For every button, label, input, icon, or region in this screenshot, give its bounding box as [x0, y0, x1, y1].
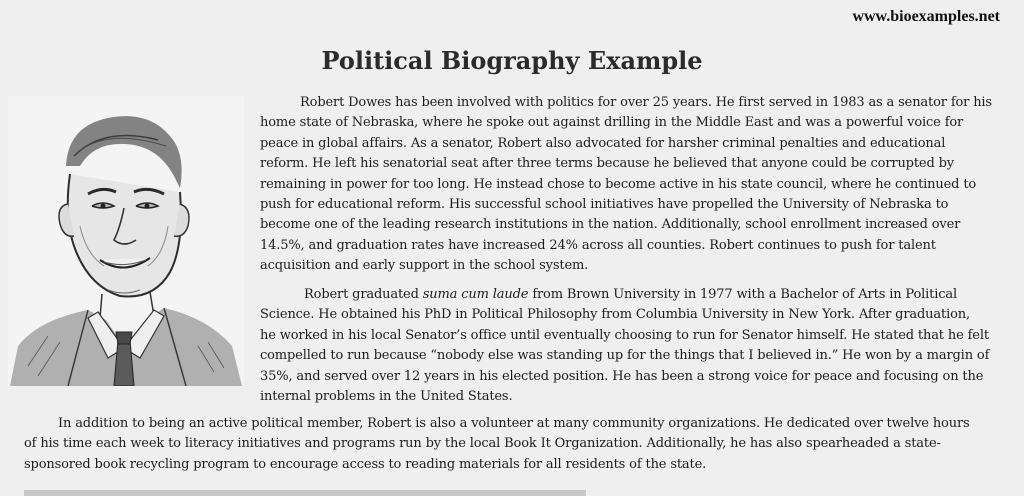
paragraph-line: reform. He left his senatorial seat after three terms because he believed that anyone could be corrupted by	[260, 156, 954, 172]
paragraph-career	[260, 93, 992, 277]
page-title: Political Biography Example	[321, 46, 703, 75]
paragraph-line: 14.5%, and graduation rates have increased 24% across all counties. Robert continues to push for talent	[260, 237, 936, 253]
paragraph-line: become one of the leading research institutions in the nation. Additionally, school enrollment increased over	[260, 217, 961, 233]
horizontal-scrollbar[interactable]	[24, 490, 586, 496]
paragraph-line: 35%, and served over 12 years in his elected position. He has been a strong voice for peace and focusing on the	[260, 368, 984, 384]
paragraph-line: acquisition and early support in the school system.	[260, 258, 589, 274]
portrait-sketch	[8, 96, 244, 386]
paragraph-line: Robert Dowes has been involved with politics for over 25 years. He first served in 1983 as a senator for his	[300, 95, 992, 110]
paragraph-line	[260, 285, 989, 305]
paragraph-line: home state of Nebraska, where he spoke out against drilling in the Middle East and was a powerful voice for	[260, 115, 964, 131]
paragraph-line: In addition to being an active political member, Robert is also a volunteer at many community organizations. He dedicated over twelve hours	[58, 416, 970, 431]
paragraph-line: Science. He obtained his PhD in Political Philosophy from Columbia University in New York. After graduation,	[260, 307, 970, 323]
paragraph-line: peace in global affairs. As a senator, Robert also advocated for harsher criminal penalties and educational	[260, 135, 946, 151]
paragraph-line: he worked in his local Senator’s office until eventually choosing to run for Senator himself. He stated that he felt	[260, 327, 989, 343]
line-text: Robert graduated	[304, 287, 423, 302]
site-url: www.bioexamples.net	[852, 8, 1000, 25]
paragraph-line: of his time each week to literacy initiatives and programs run by the local Book It Organization. Additionally, he has also spearheaded a state-	[24, 436, 941, 452]
line-text: from Brown University in 1977 with a Bachelor of Arts in Political	[528, 287, 957, 302]
paragraph-line: compelled to run because “nobody else was standing up for the things that I believed in.” He won by a margin of	[260, 348, 990, 364]
paragraph-education	[260, 285, 989, 407]
paragraph-volunteer	[24, 414, 970, 475]
paragraph-line: remaining in power for too long. He instead chose to become active in his state council, where he continued to	[260, 176, 977, 192]
paragraph-line: internal problems in the United States.	[260, 389, 513, 405]
paragraph-line: sponsored book recycling program to encourage access to reading materials for all residents of the state.	[24, 456, 707, 472]
latin-honor: suma cum laude	[422, 287, 529, 302]
paragraph-line: push for educational reform. His successful school initiatives have propelled the University of Nebraska to	[260, 197, 949, 213]
